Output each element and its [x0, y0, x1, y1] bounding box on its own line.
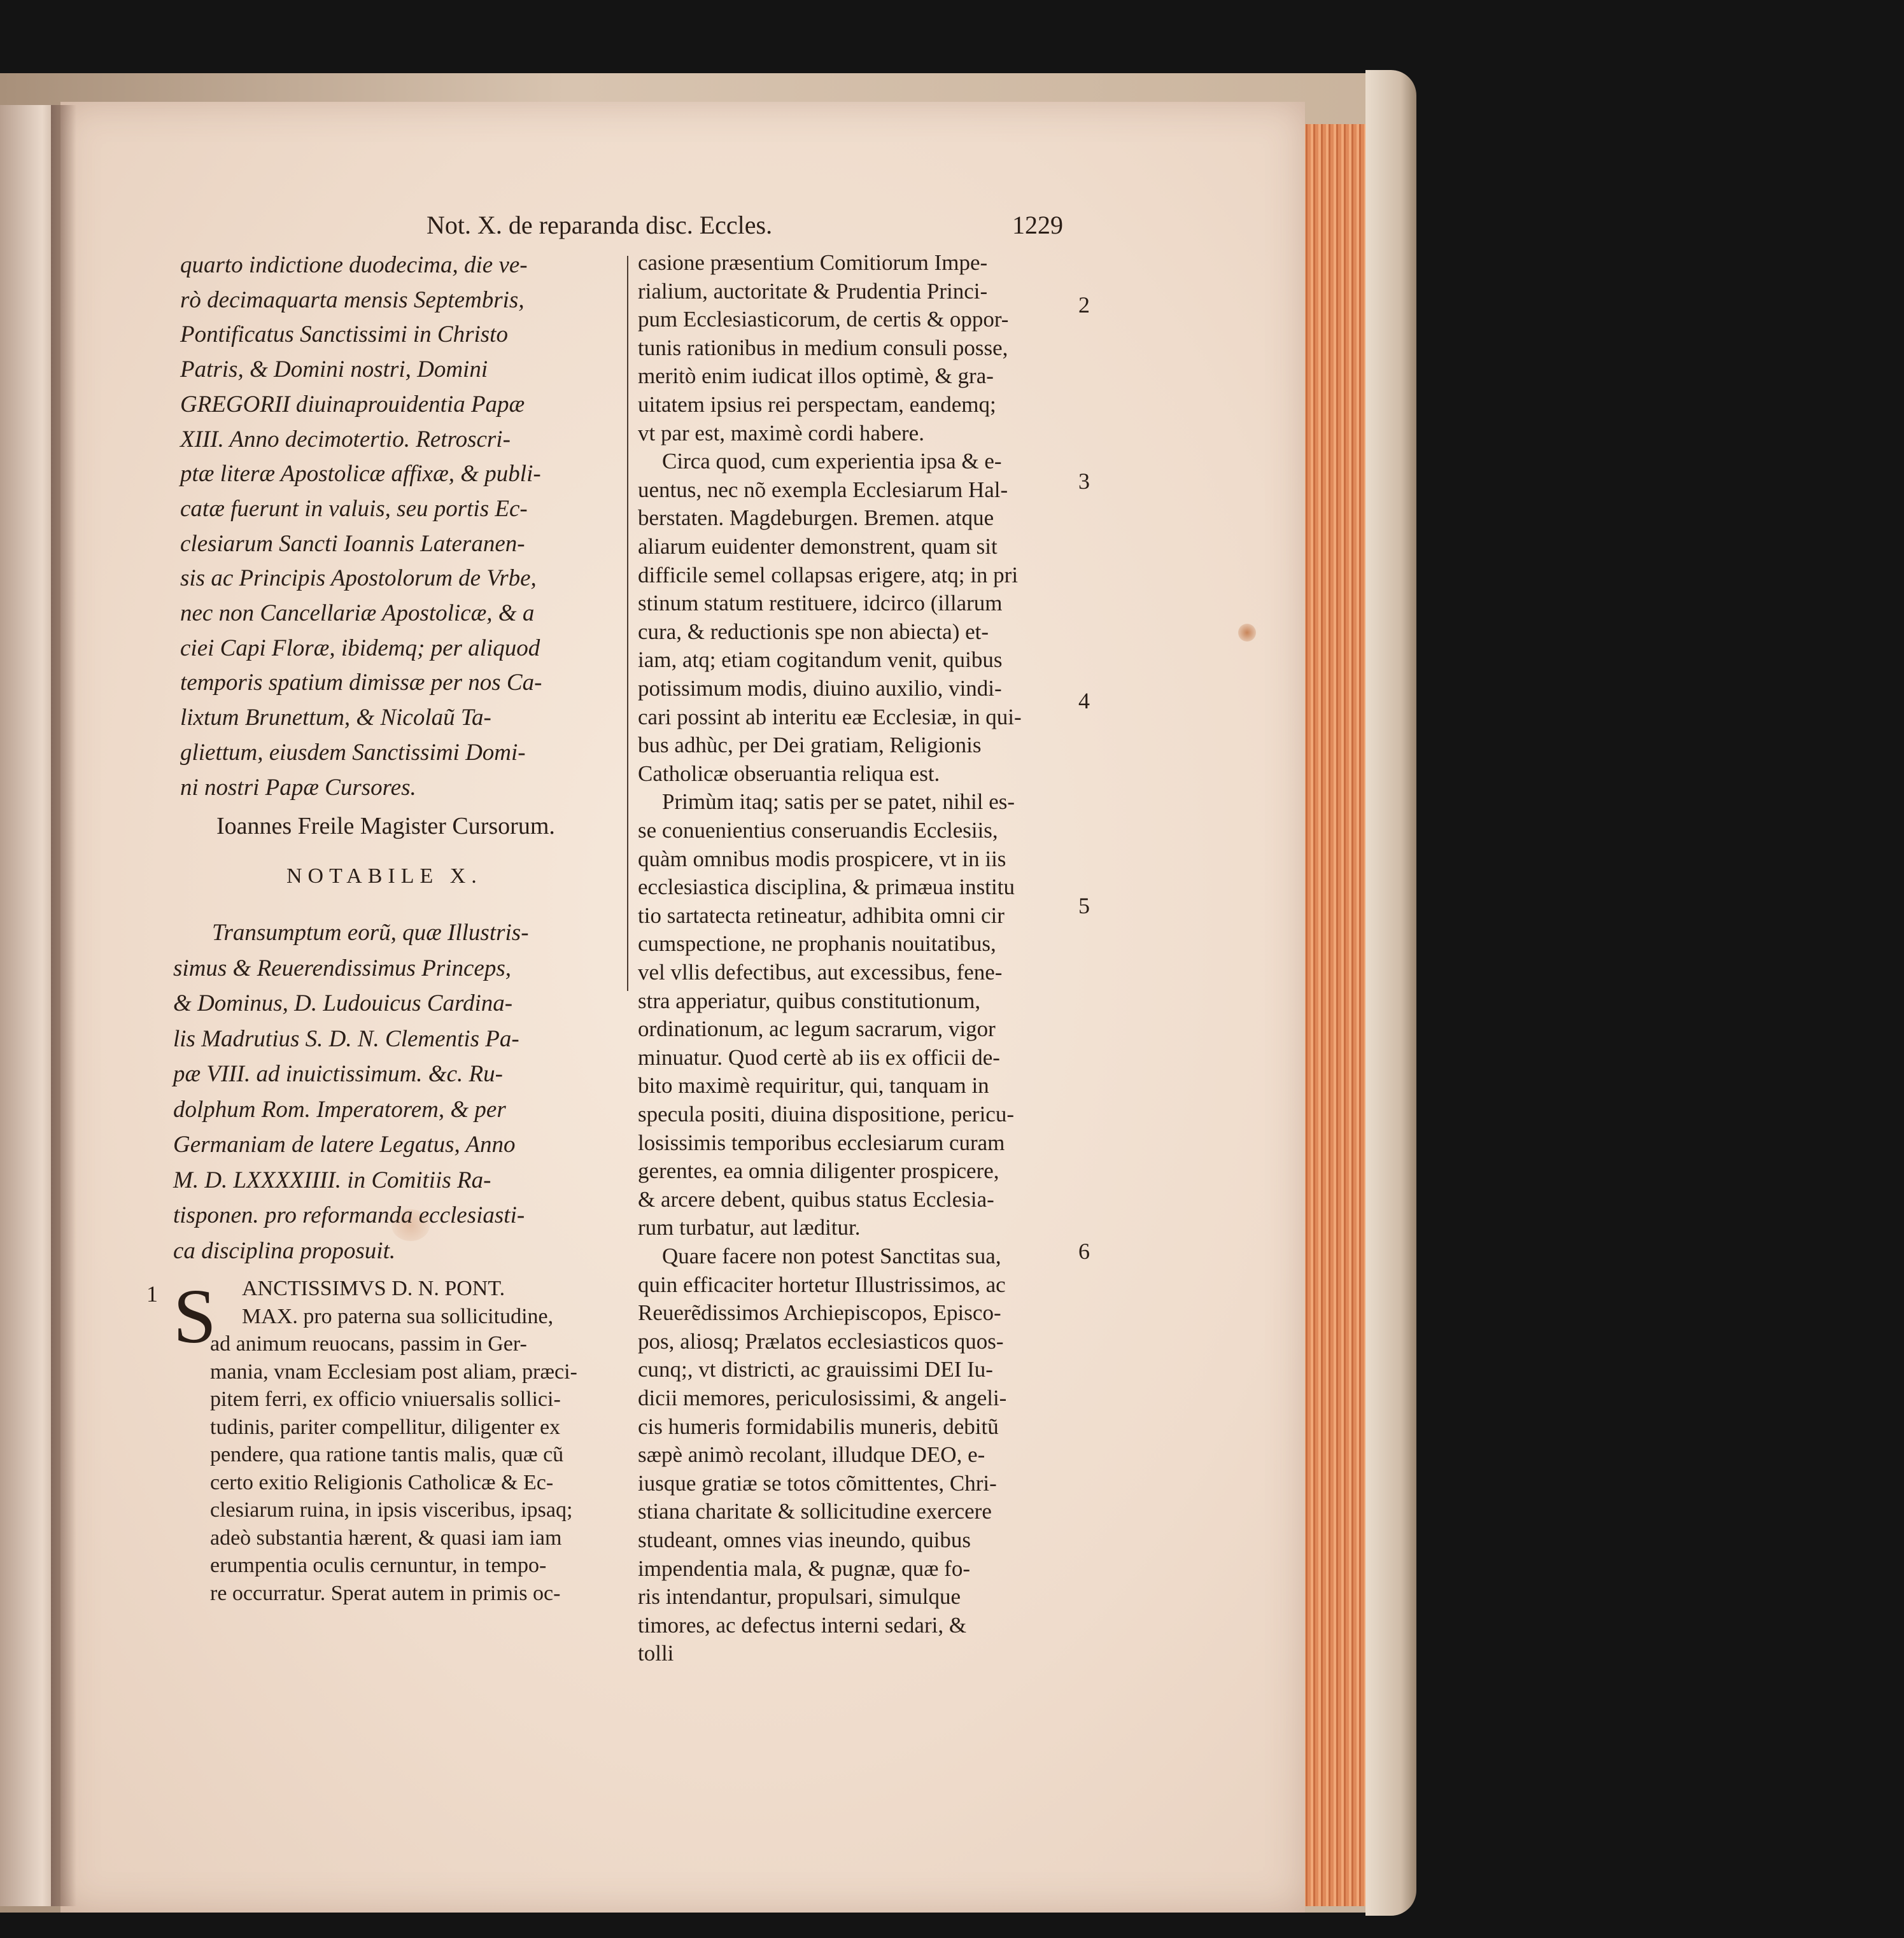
drop-cap: S [173, 1274, 216, 1359]
column-rule [627, 256, 628, 991]
text-line: lixtum Brunettum, & Nicolaũ Ta- [180, 705, 491, 731]
text-line: quarto indictione duodecima, die ve- [180, 252, 528, 278]
text-line: tio sartatecta retineatur, adhibita omni cir [638, 902, 1005, 928]
text-line: Transumptum eorũ, quæ Illustris- [212, 920, 529, 946]
text-line: bus adhùc, per Dei gratiam, Religionis [638, 733, 982, 758]
text-line: impendentia mala, & pugnæ, quæ fo- [638, 1555, 970, 1581]
text-line: erumpentia oculis cernuntur, in tempo- [210, 1554, 547, 1577]
text-line: uentus, nec nõ exempla Ecclesiarum Hal- [638, 477, 1008, 502]
text-line: pendere, qua ratione tantis malis, quæ cũ [210, 1443, 564, 1466]
text-line: XIII. Anno decimotertio. Retroscri- [180, 426, 511, 453]
text-line: iusque gratiæ se totos cõmittentes, Chri- [638, 1470, 997, 1496]
text-line: specula positi, diuina dispositione, pericu- [638, 1102, 1015, 1127]
text-line: ecclesiastica disciplina, & primæua institu [638, 874, 1015, 900]
text-line: sis ac Principis Apostolorum de Vrbe, [180, 565, 537, 592]
text-line: studeant, omnes vias ineundo, quibus [638, 1527, 971, 1552]
text-line: difficile semel collapsas erigere, atq; in pri [638, 562, 1019, 587]
text-line: se conuenientius conseruandis Ecclesiis, [638, 818, 998, 843]
gutter-shadow [51, 105, 76, 1906]
text-line: ANCTISSIMVS D. N. PONT. [242, 1277, 505, 1300]
text-line: pæ VIII. ad inuictissimum. &c. Ru- [173, 1061, 503, 1087]
text-line: vel vllis defectibus, aut excessibus, fene- [638, 960, 1003, 985]
text-line: clesiarum Sancti Ioannis Lateranen- [180, 530, 525, 557]
text-line: Reuerẽdissimos Archiepiscopos, Episco- [638, 1300, 1001, 1326]
text-line: cari possint ab interitu eæ Ecclesiæ, in qui- [638, 704, 1022, 729]
text-line: adeò substantia hærent, & quasi iam iam [210, 1526, 562, 1550]
text-line: Quare facere non potest Sanctitas sua, [662, 1244, 1001, 1268]
text-line: gliettum, eiusdem Sanctissimi Domi- [180, 739, 526, 766]
running-head: Not. X. de reparanda disc. Eccles. [427, 211, 773, 239]
text-line: catæ fuerunt in valuis, seu portis Ec- [180, 495, 528, 522]
page-number: 1229 [1012, 211, 1063, 239]
text-line: vt par est, maximè cordi habere. [638, 420, 924, 446]
text-line: cumspectione, ne prophanis nouitatibus, [638, 931, 996, 957]
text-line: Germaniam de latere Legatus, Anno [173, 1132, 516, 1158]
text-line: uitatem ipsius rei perspectam, eandemq; [638, 392, 996, 417]
text-line: & Dominus, D. Ludouicus Cardina- [173, 990, 513, 1016]
text-line: cura, & reductionis spe non abiecta) et- [638, 619, 989, 644]
text-line: cis humeris formidabilis muneris, debitũ [638, 1414, 999, 1439]
text-line: MAX. pro paterna sua sollicitudine, [242, 1304, 554, 1328]
text-line: meritò enim iudicat illos optimè, & gra- [638, 363, 994, 389]
text-line: tudinis, pariter compellitur, diligenter ex [210, 1415, 561, 1439]
text-line: tisponen. pro reformanda ecclesiasti- [173, 1202, 525, 1228]
text-line: dolphum Rom. Imperatorem, & per [173, 1096, 506, 1123]
text-line: minuatur. Quod certè ab iis ex officii de- [638, 1044, 1000, 1070]
text-line: M. D. LXXXXIIII. in Comitiis Ra- [173, 1167, 491, 1193]
text-line: ris intendantur, propulsari, simulque [638, 1584, 961, 1610]
text-line: pum Ecclesiasticorum, de certis & oppor- [638, 307, 1009, 332]
text-line: tolli [638, 1641, 674, 1666]
text-line: Patris, & Domini nostri, Domini [180, 356, 488, 383]
text-line: certo exitio Religionis Catholicæ & Ec- [210, 1470, 554, 1494]
text-line: sæpè animò recolant, illudque DEO, e- [638, 1442, 985, 1468]
text-line: stra apperiatur, quibus constitutionum, [638, 988, 981, 1013]
signature-line: Ioannes Freile Magister Cursorum. [216, 813, 555, 839]
text-line: berstaten. Magdeburgen. Bremen. atque [638, 505, 994, 531]
text-line: pitem ferri, ex officio vniuersalis sollici- [210, 1387, 561, 1411]
text-line: pos, aliosq; Prælatos ecclesiasticos quos- [638, 1328, 1004, 1354]
text-line: potissimum modis, diuino auxilio, vindi- [638, 676, 1002, 701]
text-line: temporis spatium dimissæ per nos Ca- [180, 670, 542, 696]
margin-number: 2 [1078, 292, 1090, 318]
text-line: quàm omnibus modis prospicere, vt in iis [638, 846, 1006, 871]
text-line: & arcere debent, quibus status Ecclesia- [638, 1186, 994, 1212]
margin-number: 6 [1078, 1239, 1090, 1264]
text-line: tunis rationibus in medium consuli posse, [638, 335, 1008, 360]
margin-number: 1 [146, 1281, 158, 1307]
text-line: iam, atq; etiam cogitandum venit, quibus [638, 647, 1003, 673]
text-line: aliarum euidenter demonstrent, quam sit [638, 534, 998, 559]
vellum-binding [1365, 70, 1416, 1916]
text-line: quin efficaciter hortetur Illustrissimos, ac [638, 1272, 1006, 1297]
margin-number: 3 [1078, 468, 1090, 494]
section-heading: NOTABILE X. [286, 864, 483, 888]
text-line: stiana charitate & sollicitudine exercere [638, 1499, 992, 1524]
text-line: dicii memores, periculosissimi, & angeli- [638, 1386, 1007, 1410]
margin-number: 4 [1078, 688, 1090, 713]
text-line: timores, ac defectus interni sedari, & [638, 1612, 967, 1638]
text-line: GREGORII diuinaprouidentia Papæ [180, 391, 525, 418]
text-line: gerentes, ea omnia diligenter prospicere, [638, 1158, 999, 1184]
text-line: ordinationum, ac legum sacrarum, vigor [638, 1016, 996, 1042]
text-line: Primùm itaq; satis per se patet, nihil es- [662, 789, 1015, 815]
text-line: ca disciplina proposuit. [173, 1237, 396, 1264]
text-line: losissimis temporibus ecclesiarum curam [638, 1130, 1005, 1155]
text-line: Catholicæ obseruantia reliqua est. [638, 761, 940, 786]
text-line: ad animum reuocans, passim in Ger- [210, 1332, 527, 1356]
text-line: casione præsentium Comitiorum Impe- [638, 250, 988, 275]
text-line: mania, vnam Ecclesiam post aliam, præci- [210, 1359, 577, 1384]
text-line: ciei Capi Floræ, ibidemq; per aliquod [180, 635, 540, 661]
text-line: bito maximè requiritur, qui, tanquam in [638, 1073, 989, 1099]
foxing-spot [1238, 624, 1256, 642]
text-line: lis Madrutius S. D. N. Clementis Pa- [173, 1025, 519, 1052]
text-line: nec non Cancellariæ Apostolicæ, & a [180, 600, 535, 626]
text-line: rò decimaquarta mensis Septembris, [180, 286, 525, 313]
text-line: rum turbatur, aut læditur. [638, 1215, 861, 1240]
text-line: clesiarum ruina, in ipsis visceribus, ipsaq; [210, 1498, 573, 1522]
text-line: cunq;, vt districti, ac grauissimi DEI Iu- [638, 1357, 993, 1382]
text-line: Circa quod, cum experientia ipsa & e- [662, 449, 1002, 474]
text-line: stinum statum restituere, idcirco (illarum [638, 591, 1003, 616]
text-line: simus & Reuerendissimus Princeps, [173, 955, 511, 981]
text-line: re occurratur. Sperat autem in primis oc- [210, 1581, 561, 1605]
text-line: ptæ literæ Apostolicæ affixæ, & publi- [180, 461, 541, 488]
text-line: ni nostri Papæ Cursores. [180, 774, 416, 801]
text-line: Pontificatus Sanctissimi in Christo [180, 321, 508, 348]
margin-number: 5 [1078, 893, 1090, 918]
text-line: rialium, auctoritate & Prudentia Princi- [638, 278, 988, 304]
